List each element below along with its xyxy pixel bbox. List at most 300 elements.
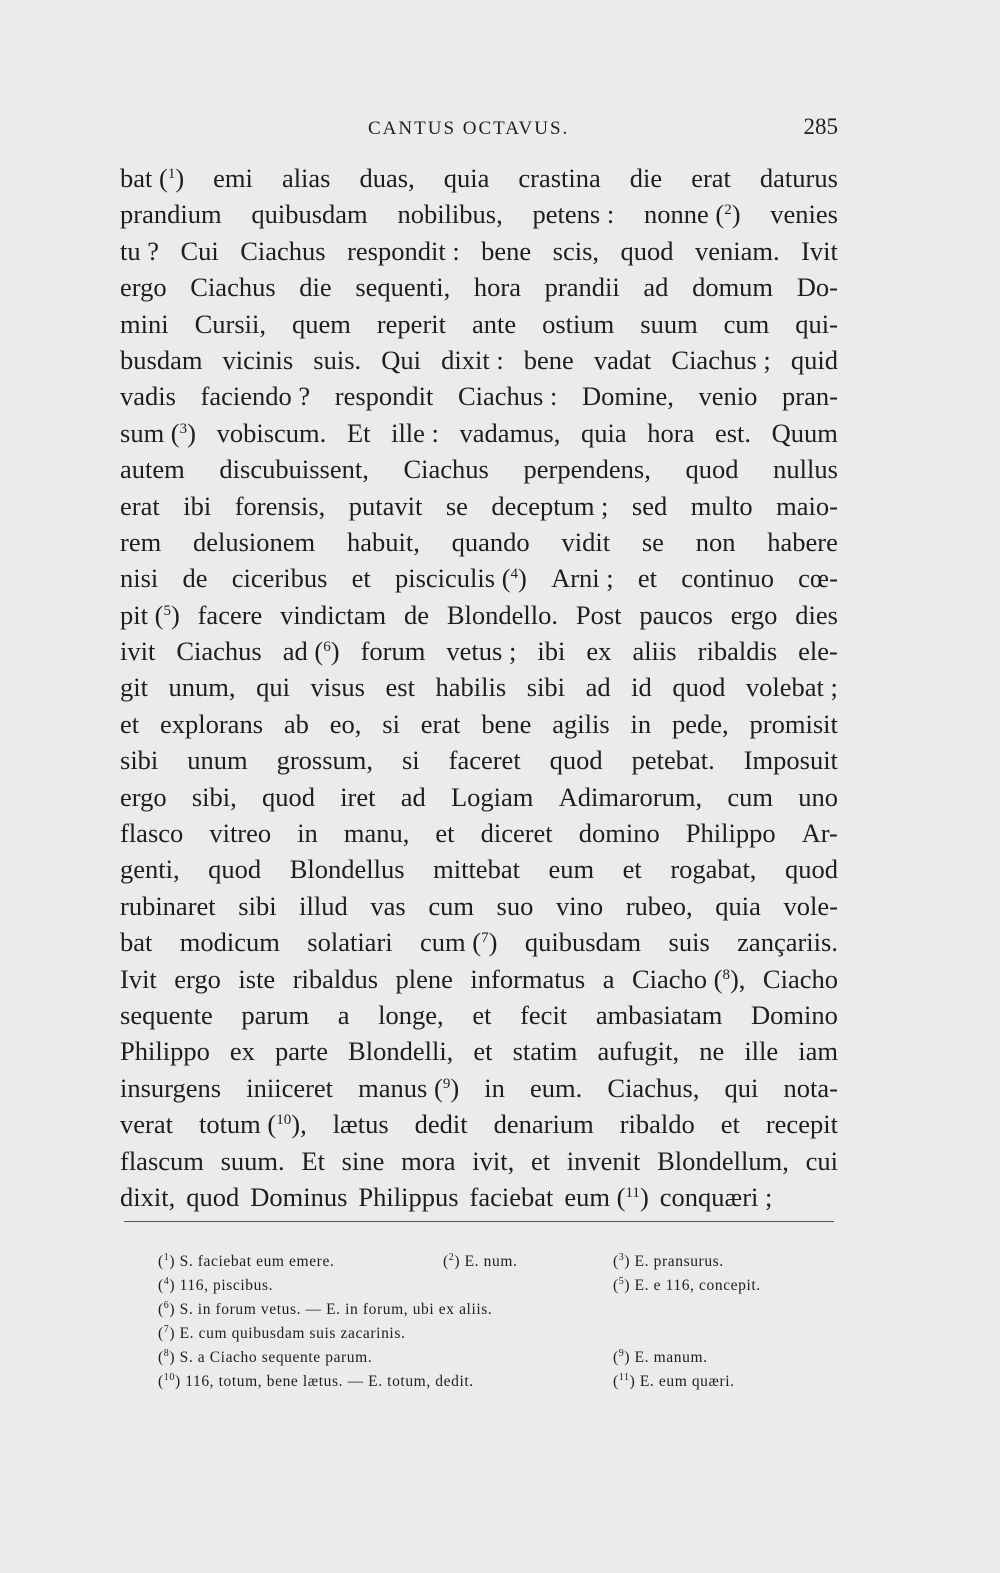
- word: unum,: [168, 672, 236, 703]
- word: pit ($^5$): [120, 599, 180, 630]
- word: Ciachus,: [607, 1072, 700, 1103]
- footnote: ($^1$) S. faciebat eum emere.: [158, 1252, 335, 1270]
- word: erat: [420, 708, 461, 739]
- word: unum: [187, 745, 248, 776]
- word: Do-: [796, 272, 838, 303]
- word: sibi: [120, 745, 159, 776]
- text-line: [120, 597, 838, 633]
- word: cum: [727, 781, 773, 812]
- word: sibi,: [191, 781, 237, 812]
- word: Qui: [381, 344, 422, 375]
- word: fecit: [520, 999, 568, 1030]
- text-line: [120, 451, 838, 487]
- word: iste: [238, 963, 276, 994]
- word: statim: [512, 1036, 578, 1067]
- word: et: [622, 854, 642, 885]
- word: de: [403, 599, 429, 630]
- word: flascum: [120, 1145, 204, 1176]
- word: habilis: [435, 672, 507, 703]
- word: pran-: [782, 381, 838, 412]
- word: domino: [578, 818, 660, 849]
- word: quod: [261, 781, 315, 812]
- word: Ciachus: [176, 636, 262, 667]
- footnote: ($^4$) 116, piscibus.: [158, 1276, 274, 1294]
- text-line: [120, 851, 838, 887]
- footnote-row: [158, 1250, 838, 1274]
- word: Cursii,: [194, 308, 266, 339]
- footnote: ($^{10}$) 116, totum, bene lætus. — E. totum, dedit.: [158, 1372, 474, 1390]
- word: vadat: [593, 344, 652, 375]
- word: Ar-: [801, 818, 838, 849]
- word: sed: [631, 490, 668, 521]
- word: ergo: [730, 599, 778, 630]
- word: iniiceret: [246, 1072, 334, 1103]
- word: id: [631, 672, 652, 703]
- word: vas: [370, 890, 406, 921]
- word: eo,: [329, 708, 362, 739]
- word: bene: [523, 344, 574, 375]
- word: cum: [723, 308, 770, 339]
- word: Domino: [751, 999, 838, 1030]
- word: continuo: [681, 563, 774, 594]
- footnote-row: [158, 1322, 838, 1346]
- word: non: [695, 526, 736, 557]
- word: bat: [120, 927, 153, 958]
- word: rem: [120, 526, 162, 557]
- word: pisciculis ($^4$): [394, 563, 527, 594]
- word: totum ($^{10}$),: [198, 1109, 307, 1140]
- word: venies: [770, 199, 838, 230]
- word: vobiscum.: [216, 417, 327, 448]
- word: et: [637, 563, 657, 594]
- word: et: [351, 563, 371, 594]
- word: forensis,: [234, 490, 326, 521]
- page-header: [120, 114, 838, 146]
- word: et: [120, 708, 140, 739]
- word: maio-: [776, 490, 838, 521]
- text-line: [120, 233, 838, 269]
- word: et: [473, 1036, 493, 1067]
- word: venio: [698, 381, 758, 412]
- word: manu,: [343, 818, 410, 849]
- main-text: [120, 160, 838, 1215]
- word: ele-: [798, 636, 838, 667]
- word: ivit,: [472, 1145, 515, 1176]
- word: ille :: [391, 417, 439, 448]
- word: si: [401, 745, 420, 776]
- word: iret: [340, 781, 376, 812]
- text-line: [120, 524, 838, 560]
- word: ibi: [537, 636, 566, 667]
- text-line: [120, 488, 838, 524]
- word: conquæri ;: [659, 1181, 773, 1212]
- word: suo: [496, 890, 534, 921]
- word: rubinaret: [120, 890, 216, 921]
- text-line: [120, 742, 838, 778]
- word: vadamus,: [459, 417, 561, 448]
- word: Ciachus ;: [671, 344, 771, 375]
- text-line: [120, 924, 838, 960]
- word: in: [630, 708, 652, 739]
- word: Philippo: [685, 818, 776, 849]
- word: promisit: [749, 708, 838, 739]
- word: ad: [643, 272, 669, 303]
- word: lætus: [332, 1109, 389, 1140]
- word: Cui: [180, 235, 219, 266]
- text-line: [120, 269, 838, 305]
- word: cum ($^7$): [420, 927, 498, 958]
- text-line: [120, 706, 838, 742]
- word: se: [445, 490, 468, 521]
- word: et: [530, 1145, 551, 1176]
- word: ergo: [120, 781, 167, 812]
- text-line: [120, 415, 838, 451]
- word: rogabat,: [670, 854, 757, 885]
- word: respondit: [334, 381, 434, 412]
- word: vitreo: [209, 818, 272, 849]
- word: respondit :: [347, 235, 460, 266]
- word: Blondellum,: [657, 1145, 789, 1176]
- word: solatiari: [307, 927, 393, 958]
- word: bat ($^1$): [120, 163, 185, 193]
- word: sibi: [238, 890, 277, 921]
- word: Ciacho: [762, 963, 838, 994]
- word: vicinis: [222, 344, 294, 375]
- word: die: [629, 163, 663, 193]
- word: pede,: [672, 708, 729, 739]
- word: invenit: [566, 1145, 641, 1176]
- word: ostium: [542, 308, 615, 339]
- word: cœ-: [798, 563, 838, 594]
- word: delusionem: [193, 526, 316, 557]
- word: scis,: [552, 235, 600, 266]
- text-line: [120, 888, 838, 924]
- word: iam: [798, 1036, 838, 1067]
- footnote-row: [158, 1346, 838, 1370]
- word: petens :: [532, 199, 615, 230]
- footnote-row: [158, 1274, 838, 1298]
- word: Ciachus: [240, 235, 326, 266]
- word: faceret: [448, 745, 521, 776]
- running-head: CANTUS OCTAVUS.: [368, 118, 570, 139]
- word: Ciacho ($^8$),: [631, 963, 746, 994]
- text-line: [120, 633, 838, 669]
- text-line: [120, 669, 838, 705]
- text-line: [120, 1179, 838, 1215]
- footnote: ($^5$) E. e 116, concepit.: [613, 1276, 761, 1294]
- word: agilis: [552, 708, 610, 739]
- word: hora: [647, 417, 695, 448]
- word: vetus ;: [446, 636, 517, 667]
- word: faciendo ?: [200, 381, 311, 412]
- footnote: ($^8$) S. a Ciacho sequente parum.: [158, 1348, 373, 1366]
- word: quibusdam: [251, 199, 368, 230]
- text-line: [120, 196, 838, 232]
- word: autem: [120, 454, 185, 485]
- text-line: [120, 306, 838, 342]
- word: ante: [471, 308, 517, 339]
- word: informatus: [470, 963, 586, 994]
- word: Dominus: [250, 1181, 348, 1212]
- word: mini: [120, 308, 169, 339]
- word: bene: [481, 708, 532, 739]
- word: ribaldus: [292, 963, 379, 994]
- text-line: [120, 1070, 838, 1106]
- word: suum: [640, 308, 698, 339]
- word: in: [484, 1072, 505, 1103]
- word: quia: [581, 417, 627, 448]
- word: nota-: [783, 1072, 838, 1103]
- word: alias: [281, 163, 331, 193]
- word: longe,: [378, 999, 444, 1030]
- word: ne: [699, 1036, 725, 1067]
- word: illud: [299, 890, 348, 921]
- word: ergo: [120, 272, 167, 303]
- word: forum: [360, 636, 426, 667]
- text-line: [120, 779, 838, 815]
- word: ribaldo: [619, 1109, 695, 1140]
- word: qui: [256, 672, 290, 703]
- word: Blondelli,: [348, 1036, 454, 1067]
- word: sequenti,: [355, 272, 451, 303]
- word: quia: [715, 890, 761, 921]
- word: busdam: [120, 344, 203, 375]
- word: faciebat: [469, 1181, 554, 1212]
- word: quod: [549, 745, 603, 776]
- word: Logiam: [450, 781, 534, 812]
- word: cui: [805, 1145, 838, 1176]
- word: visus: [310, 672, 365, 703]
- word: quod: [208, 854, 262, 885]
- word: dixit :: [441, 344, 504, 375]
- word: quod: [186, 1181, 240, 1212]
- text-line: [120, 1143, 838, 1179]
- word: eum.: [530, 1072, 583, 1103]
- word: et: [435, 818, 455, 849]
- word: quod: [685, 454, 739, 485]
- word: Blondellus: [289, 854, 405, 885]
- footnotes: [158, 1250, 838, 1394]
- word: Adimarorum,: [558, 781, 703, 812]
- word: ibi: [183, 490, 212, 521]
- word: dixit,: [120, 1181, 176, 1212]
- word: dedit: [414, 1109, 468, 1140]
- word: Ciachus :: [457, 381, 558, 412]
- text-line: [120, 378, 838, 414]
- word: ad ($^6$): [282, 636, 340, 667]
- word: quod: [672, 672, 726, 703]
- word: bene: [481, 235, 532, 266]
- word: habuit,: [346, 526, 420, 557]
- word: erat: [691, 163, 731, 193]
- word: zançariis.: [737, 927, 838, 958]
- word: sequente: [120, 999, 213, 1030]
- word: Blondello.: [446, 599, 558, 630]
- word: dies: [795, 599, 838, 630]
- text-line: [120, 1106, 838, 1142]
- word: hora: [473, 272, 522, 303]
- word: volebat ;: [745, 672, 838, 703]
- word: putavit: [348, 490, 423, 521]
- word: Ciachus: [403, 454, 489, 485]
- word: Arni ;: [551, 563, 614, 594]
- word: Post: [575, 599, 622, 630]
- word: se: [641, 526, 664, 557]
- word: quem: [291, 308, 351, 339]
- word: mora: [401, 1145, 456, 1176]
- word: uno: [798, 781, 838, 812]
- word: crastina: [518, 163, 601, 193]
- word: recepit: [765, 1109, 838, 1140]
- word: Quum: [771, 417, 838, 448]
- word: grossum,: [276, 745, 374, 776]
- text-line: [120, 160, 838, 196]
- word: diceret: [480, 818, 553, 849]
- word: ivit: [120, 636, 156, 667]
- word: aufugit,: [597, 1036, 680, 1067]
- word: habere: [767, 526, 838, 557]
- word: qui: [724, 1072, 759, 1103]
- word: rubeo,: [625, 890, 693, 921]
- word: genti,: [120, 854, 180, 885]
- word: ex: [586, 636, 612, 667]
- word: nisi: [120, 563, 159, 594]
- word: prandium: [120, 199, 222, 230]
- word: facere: [197, 599, 263, 630]
- word: ad: [400, 781, 426, 812]
- word: ergo: [174, 963, 221, 994]
- word: perpendens,: [523, 454, 651, 485]
- word: veniam.: [694, 235, 780, 266]
- word: quia: [443, 163, 490, 193]
- footnote: ($^{11}$) E. eum quæri.: [613, 1372, 735, 1390]
- word: explorans: [159, 708, 264, 739]
- word: plene: [395, 963, 453, 994]
- word: manus ($^9$): [358, 1072, 460, 1103]
- word: ciceribus: [231, 563, 328, 594]
- text-line: [120, 961, 838, 997]
- word: Ciachus: [190, 272, 276, 303]
- word: aliis: [632, 636, 677, 667]
- word: reperit: [376, 308, 446, 339]
- page-number: 285: [803, 114, 838, 139]
- footnote-row: [158, 1370, 838, 1394]
- word: cum: [428, 890, 474, 921]
- word: sine: [341, 1145, 385, 1176]
- word: Philippo: [120, 1036, 210, 1067]
- word: multo: [690, 490, 753, 521]
- word: eum ($^{11}$): [564, 1181, 649, 1212]
- word: eum: [548, 854, 595, 885]
- word: vidit: [561, 526, 611, 557]
- word: insurgens: [120, 1072, 222, 1103]
- word: et: [720, 1109, 740, 1140]
- footnote-row: [158, 1298, 838, 1322]
- word: suis: [668, 927, 710, 958]
- word: nobilibus,: [397, 199, 503, 230]
- footnote-separator: [124, 1221, 834, 1222]
- word: petebat.: [631, 745, 715, 776]
- word: sibi: [526, 672, 566, 703]
- footnote: ($^2$) E. num.: [443, 1252, 518, 1270]
- word: Et: [301, 1145, 325, 1176]
- word: paucos: [639, 599, 713, 630]
- word: Ivit: [120, 963, 157, 994]
- word: ambasiatam: [595, 999, 723, 1030]
- word: est: [385, 672, 415, 703]
- word: Philippus: [358, 1181, 459, 1212]
- word: die: [299, 272, 332, 303]
- word: ab: [283, 708, 309, 739]
- word: ad: [585, 672, 611, 703]
- word: discubuissent,: [219, 454, 369, 485]
- word: daturus: [759, 163, 838, 193]
- word: Et: [346, 417, 371, 448]
- word: ex: [229, 1036, 255, 1067]
- word: tu ?: [120, 235, 159, 266]
- word: erat: [120, 490, 160, 521]
- word: verat: [120, 1109, 173, 1140]
- word: est.: [714, 417, 752, 448]
- word: parte: [275, 1036, 328, 1067]
- word: denarium: [493, 1109, 594, 1140]
- word: git: [120, 672, 148, 703]
- word: de: [182, 563, 208, 594]
- footnote: ($^9$) E. manum.: [613, 1348, 708, 1366]
- word: deceptum ;: [491, 490, 609, 521]
- word: vole-: [783, 890, 838, 921]
- word: a: [337, 999, 350, 1030]
- word: Imposuit: [743, 745, 838, 776]
- word: quando: [451, 526, 530, 557]
- word: nonne ($^2$): [643, 199, 741, 230]
- word: qui-: [795, 308, 838, 339]
- footnote: ($^6$) S. in forum vetus. — E. in forum, ubi ex aliis.: [158, 1300, 493, 1318]
- word: nullus: [773, 454, 838, 485]
- footnote: ($^3$) E. pransurus.: [613, 1252, 724, 1270]
- text-line: [120, 997, 838, 1033]
- word: ribaldis: [697, 636, 778, 667]
- word: et: [472, 999, 492, 1030]
- word: a: [602, 963, 615, 994]
- word: Ivit: [801, 235, 838, 266]
- word: prandii: [544, 272, 620, 303]
- text-line: [120, 560, 838, 596]
- word: suis.: [313, 344, 362, 375]
- word: flasco: [120, 818, 184, 849]
- word: vino: [555, 890, 604, 921]
- word: vindictam: [280, 599, 387, 630]
- word: in: [297, 818, 318, 849]
- word: si: [382, 708, 400, 739]
- word: quid: [790, 344, 838, 375]
- word: parum: [241, 999, 310, 1030]
- word: duas,: [359, 163, 415, 193]
- word: vadis: [120, 381, 176, 412]
- word: modicum: [179, 927, 280, 958]
- word: emi: [213, 163, 253, 193]
- footnote: ($^7$) E. cum quibusdam suis zacarinis.: [158, 1324, 406, 1342]
- word: sum ($^3$): [120, 417, 196, 448]
- word: mittebat: [433, 854, 520, 885]
- word: domum: [692, 272, 774, 303]
- text-line: [120, 1033, 838, 1069]
- word: ille: [744, 1036, 779, 1067]
- word: quibusdam: [524, 927, 642, 958]
- word: suum.: [220, 1145, 285, 1176]
- word: quod: [784, 854, 838, 885]
- text-line: [120, 342, 838, 378]
